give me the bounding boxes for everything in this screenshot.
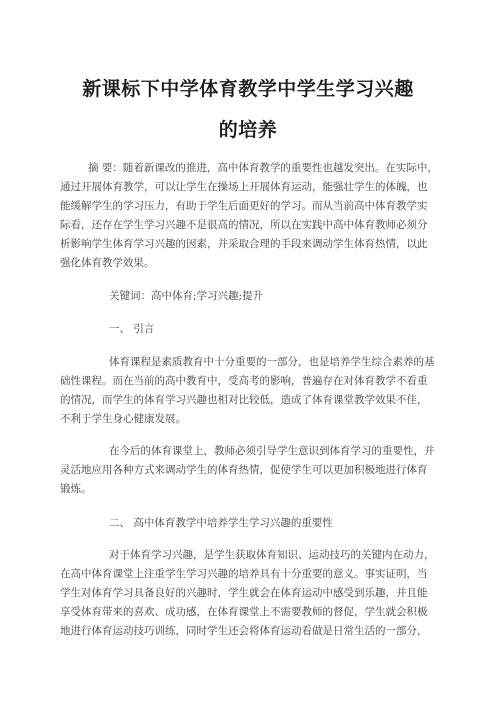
- paragraph-line: 体育课程是素质教育中十分重要的一部分，也是培养学生综合素养的基: [109, 356, 435, 368]
- abstract-line: 际看，还存在学生学习兴趣不是很高的情况，所以在实践中高中体育教师必须分: [60, 219, 428, 231]
- keywords: 关键词：高中体育;学习兴趣;提升: [109, 290, 264, 302]
- abstract-line: 能缓解学生的学习压力，有助于学生后面更好的学习。而从当前高中体育教学实: [60, 200, 428, 212]
- abstract-line: 析影响学生体育学习兴趣的因素，并采取合理的手段来调动学生体育热情，以此: [60, 238, 428, 250]
- paragraph-line: 在高中体育课堂上注重学生学习兴趣的培养具有十分重要的意义。事实证明，当: [60, 568, 428, 580]
- paragraph-line: 学生对体育学习具备良好的兴趣时，学生就会在体育运动中感受到乐趣，并且能: [60, 587, 428, 599]
- paragraph-line: 不利于学生身心健康发展。: [60, 413, 186, 425]
- paragraph-line: 的情况，而学生的体育学习兴趣也相对比较低，造成了体育课堂教学效果不佳，: [60, 394, 428, 406]
- paragraph-line: 对于体育学习兴趣，是学生获取体育知识、运动技巧的关键内在动力，: [109, 549, 435, 561]
- paragraph-line: 享受体育带来的喜欢、成功感，在体育课堂上不需要教师的督促，学生就会积极: [60, 606, 428, 618]
- abstract-line: 强化体育教学效果。: [60, 257, 155, 269]
- document-title-line-1: 新课标下中学体育教学中学生学习兴趣: [82, 78, 414, 100]
- abstract-line: 通过开展体育教学，可以让学生在操场上开展体育运动，能强壮学生的体魄，也: [60, 181, 428, 193]
- paragraph-line: 灵活地应用各种方式来调动学生的体育热情，促使学生可以更加积极地进行体育: [60, 464, 428, 476]
- document-title-line-2: 的培养: [218, 119, 278, 141]
- paragraph-line: 在今后的体育课堂上，教师必须引导学生意识到体育学习的重要性，并: [109, 445, 435, 457]
- paragraph-line: 地进行体育运动技巧训练，同时学生还会将体育运动看做是日常生活的一部分，: [60, 625, 428, 637]
- section-heading: 二、 高中体育教学中培养学生学习兴趣的重要性: [109, 517, 333, 529]
- abstract-line: 摘 要：随着新课改的推进，高中体育教学的重要性也越发突出。在实际中，: [88, 162, 438, 174]
- paragraph-line: 锻炼。: [60, 483, 92, 495]
- paragraph-line: 础性课程。而在当前的高中教育中，受高考的影响，普遍存在对体育教学不看重: [60, 375, 428, 387]
- section-heading: 一、 引言: [109, 323, 155, 335]
